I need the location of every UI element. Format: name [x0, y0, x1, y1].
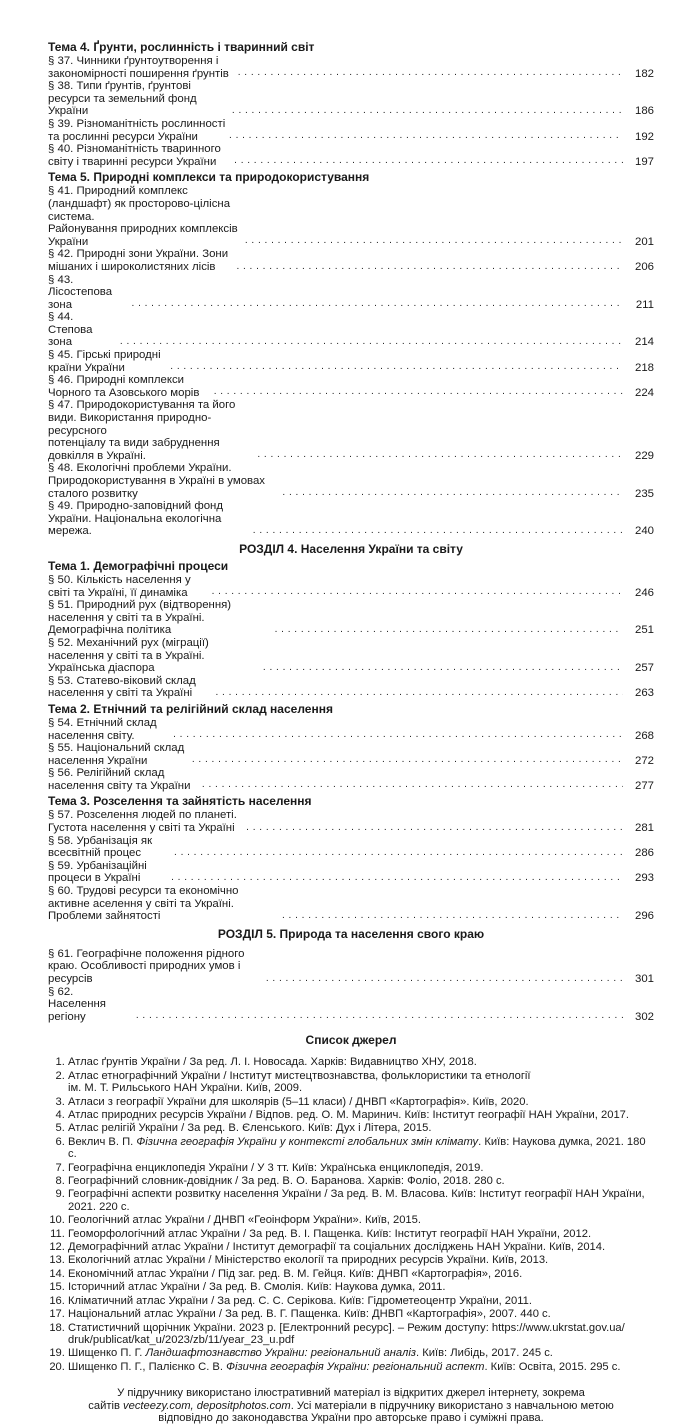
toc-page-number: 293	[634, 872, 654, 885]
toc-entry	[48, 835, 654, 860]
toc-page-number: 302	[634, 1010, 654, 1023]
toc-leader-dots	[246, 822, 623, 834]
source-text: Національний атлас України / За ред. В. Г. Пащенка. Київ: ДНВП «Картографія», 2007. 440 с.	[68, 1308, 551, 1321]
source-text-rest: . Київ: Освіта, 2015. 295 с.	[484, 1360, 621, 1373]
toc-entry	[48, 860, 654, 885]
source-item	[68, 1056, 654, 1068]
toc-page-number: 281	[634, 822, 654, 835]
toc-leader-dots	[263, 662, 623, 674]
toc-leader-dots	[232, 105, 623, 117]
toc-entry-text: § 50. Кількість населення у світі та Україні, її динаміка	[48, 573, 191, 599]
toc-leader-dots	[214, 386, 623, 398]
toc-entry-text: § 45. Гірські природні країни України	[48, 349, 161, 374]
toc-entry-text: § 39. Різноманітність рослинності та рослинні ресурси України	[48, 117, 226, 143]
toc-leader-dots	[192, 754, 623, 766]
source-text: Шищенко П. Г.	[68, 1347, 146, 1360]
toc-leader-dots	[275, 624, 623, 636]
toc-leader-dots	[202, 779, 623, 791]
footer-line-2	[70, 1400, 632, 1413]
source-text: Історичний атлас України / За ред. В. Смолія. Київ: Наукова думка, 2011.	[68, 1281, 446, 1294]
toc-entry	[48, 599, 654, 637]
sources-title: Список джерел	[305, 1033, 397, 1048]
toc-entry	[48, 374, 654, 399]
toc-entry-text: § 54. Етнічний склад населення світу.	[48, 716, 157, 742]
toc-leader-dots	[173, 729, 623, 741]
toc-entry	[48, 500, 654, 538]
source-item	[68, 1347, 654, 1359]
source-text: Веклич В. П.	[68, 1135, 137, 1148]
toc-leader-dots	[174, 847, 623, 859]
toc-page-number: 277	[634, 779, 654, 792]
source-text: Демографічний атлас України / Інститут демографії та соціальних досліджень НАН України. Київ, 2014.	[68, 1241, 606, 1254]
toc-page-number: 218	[634, 361, 654, 374]
toc-page-number: 186	[634, 105, 654, 118]
toc-entry	[48, 349, 654, 374]
toc-page-number: 286	[634, 847, 654, 860]
toc-leader-dots	[229, 130, 623, 142]
toc-leader-dots	[257, 449, 623, 461]
toc-page-number: 251	[634, 624, 654, 637]
toc-page-number: 197	[634, 155, 654, 168]
source-item	[68, 1241, 654, 1253]
toc-entry-text: § 46. Природні комплекси Чорного та Азовського морів	[48, 374, 200, 399]
toc-entry	[48, 637, 654, 675]
source-text: Екологічний атлас України / Міністерство екології та природних ресурсів України. Київ, 2013.	[68, 1254, 549, 1267]
toc-entry	[48, 399, 654, 462]
toc-entry	[48, 80, 654, 118]
toc-entry	[48, 55, 654, 80]
topic-heading: Тема 5. Природні комплекси та природокористування	[48, 170, 370, 185]
toc-entry-text: § 59. Урбанізаційні процеси в Україні	[48, 859, 147, 885]
footer-line-3: відповідно до законодавства України про авторське право і суміжні права.	[158, 1412, 544, 1425]
toc-entry	[48, 311, 654, 349]
source-text-rest: . Київ: Наукова думка, 2021. 180 с.	[68, 1135, 646, 1161]
toc-page-number: 182	[634, 67, 654, 80]
toc-entry	[48, 143, 654, 168]
toc-entry-text: § 55. Національний склад населення України	[48, 742, 185, 767]
source-title-italic: Фізична географія України: регіональний аспект	[226, 1360, 485, 1373]
source-text-rest: . Київ: Либідь, 2017. 245 с.	[416, 1347, 553, 1360]
source-text: Геоморфологічний атлас України / За ред. В. І. Пащенка. Київ: Інститут географії НАН України, 2012.	[68, 1227, 592, 1240]
toc-entry-text: § 53. Статево-віковий склад населення у світі та Україні	[48, 674, 196, 700]
toc-leader-dots	[132, 298, 623, 310]
source-text: Статистичний щорічник України. 2023 р. [Електронний ресурс]. – Режим доступу: https://www.ukrstat.gov.ua/ druk/publicat/kat_u/2023/zb/11/year_23_u.pdf	[68, 1321, 625, 1346]
toc-entry	[48, 986, 654, 1024]
toc-entry-text: § 37. Чинники ґрунтоутворення і закономірності поширення ґрунтів	[48, 55, 229, 80]
toc-leader-dots	[171, 872, 623, 884]
topic-heading: Тема 1. Демографічні процеси	[48, 558, 229, 573]
toc-entry-text: § 60. Трудові ресурси та економічно активне аселення у світі та Україні. Проблеми зайнятості	[48, 885, 239, 923]
source-item	[68, 1308, 654, 1320]
toc-entry	[48, 574, 654, 599]
toc-page-number: 206	[634, 260, 654, 273]
footer-line-1: У підручнику використано ілюстративний матеріал із відкритих джерел інтернету, зокрема	[117, 1387, 585, 1400]
toc-page-number: 211	[635, 298, 654, 311]
toc-entry-text: § 52. Механічний рух (міграції) населення у світі та в Україні. Українська діаспора	[48, 636, 209, 675]
toc-page-number: 263	[634, 687, 654, 700]
source-text: Атлас релігій України / За ред. В. Єленського. Київ: Дух і Літера, 2015.	[68, 1122, 432, 1135]
toc-entry	[48, 675, 654, 700]
toc-leader-dots	[282, 487, 623, 499]
toc-entry	[48, 185, 654, 248]
footer-line-2-post: . Усі матеріали в підручнику використано з навчальною метою	[290, 1399, 614, 1412]
toc-entry-text: § 58. Урбанізація як всесвітній процес	[48, 834, 153, 860]
toc-leader-dots	[234, 155, 623, 167]
toc-entry-text: § 61. Географічне положення рідного краю. Особливості природних умов і ресурсів	[48, 947, 245, 985]
toc-entry	[48, 885, 654, 923]
topic-heading: Тема 3. Розселення та зайнятість населення	[48, 794, 312, 809]
toc-entry	[48, 742, 654, 767]
source-item	[68, 1322, 654, 1347]
source-text: Атласи з географії України для школярів (5–11 класи) / ДНВП «Картографія». Київ, 2020.	[68, 1095, 529, 1108]
toc-entry-text: § 41. Природний комплекс (ландшафт) як просторово-цілісна система. Районування природних комплексів України	[48, 185, 238, 248]
toc-page-number: 257	[634, 662, 654, 675]
toc-page-number: 235	[634, 487, 654, 500]
source-title-italic: Фізична географія України у контексті глобальних змін клімату	[136, 1135, 479, 1148]
source-text: Економічний атлас України / Під заг. ред. В. М. Гейця. Київ: ДНВП «Картографія», 2016.	[68, 1267, 523, 1280]
toc-entry	[48, 118, 654, 143]
toc-page-number: 301	[634, 973, 654, 985]
source-item	[68, 1070, 654, 1095]
source-item	[68, 1162, 654, 1174]
toc-leader-dots	[236, 261, 623, 273]
source-item	[68, 1214, 654, 1226]
footer-websites: vecteezy.com, depositphotos.com	[123, 1399, 291, 1412]
toc-page-number: 229	[634, 449, 654, 462]
toc-page-number: 214	[634, 336, 654, 349]
toc-page-number: 201	[634, 235, 654, 248]
toc-entry	[48, 767, 654, 792]
toc-entry-text: § 56. Релігійний склад населення світу та України	[48, 767, 191, 792]
page	[48, 38, 654, 1425]
toc-leader-dots	[253, 525, 623, 537]
toc-entry-text: § 38. Типи ґрунтів, ґрунтові ресурси та земельний фонд України	[48, 80, 197, 118]
toc-leader-dots	[170, 361, 623, 373]
source-text: Атлас етнографічний України / Інститут мистецтвознавства, фольклористики та етнології ім. М. Т. Рильського НАН України. Київ, 2009.	[68, 1069, 531, 1095]
toc-entry	[48, 809, 654, 834]
source-text: Шищенко П. Г., Палієнко С. В.	[68, 1360, 227, 1373]
source-item	[68, 1136, 654, 1161]
topic-heading: Тема 2. Етнічний та релігійний склад населення	[48, 701, 333, 716]
section-heading: РОЗДІЛ 5. Природа та населення свого краю	[217, 926, 485, 941]
source-item	[68, 1122, 654, 1134]
toc-page-number: 192	[634, 130, 654, 143]
source-item	[68, 1096, 654, 1108]
toc-leader-dots	[238, 67, 623, 79]
toc-page-number: 224	[634, 386, 654, 399]
source-text: Географічні аспекти розвитку населення України / За ред. В. М. Власова. Київ: Інститут географії НАН України, 2021. 220 с.	[68, 1188, 645, 1213]
source-text: Географічна енциклопедія України / У 3 тт. Київ: Українська енциклопедія, 2019.	[68, 1161, 484, 1174]
toc-page-number: 272	[634, 754, 654, 767]
section-heading: РОЗДІЛ 4. Населення України та світу	[239, 541, 463, 556]
toc-entry-text: § 43. Лісостепова зона	[48, 273, 113, 311]
toc-entry	[48, 274, 654, 312]
source-item	[68, 1228, 654, 1240]
topic-heading: Тема 4. Ґрунти, рослинність і тваринний світ	[48, 40, 315, 54]
source-item	[68, 1254, 654, 1266]
source-text: Геологічний атлас України / ДНВП «Геоінформ України». Київ, 2015.	[68, 1214, 421, 1227]
source-item	[68, 1109, 654, 1121]
source-item	[68, 1175, 654, 1187]
toc-entry-text: § 48. Екологічні проблеми України. Природокористування в Україні в умовах сталого розвитку	[48, 462, 265, 500]
sources-list	[48, 1056, 654, 1373]
toc-entry-text: § 51. Природний рух (відтворення) населення у світі та в Україні. Демографічна політика	[48, 599, 232, 637]
source-item	[68, 1188, 654, 1213]
footer-note	[48, 1387, 654, 1425]
toc-leader-dots	[245, 235, 623, 247]
source-text: Атлас ґрунтів України / За ред. Л. І. Новосада. Харків: Видавництво ХНУ, 2018.	[68, 1056, 477, 1069]
toc-leader-dots	[216, 687, 624, 699]
toc-page-number: 296	[634, 910, 654, 923]
source-title-italic: Ландшафтознавство України: регіональний аналіз	[145, 1347, 417, 1360]
toc-page-number: 268	[634, 729, 654, 742]
source-item	[68, 1268, 654, 1280]
footer-line-2-pre: сайтів	[88, 1399, 123, 1412]
source-text: Географічний словник-довідник / За ред. В. О. Баранова. Харків: Фоліо, 2018. 280 с.	[68, 1175, 505, 1188]
toc-entry-text: § 49. Природно-заповідний фонд України. Національна екологічна мережа.	[48, 500, 223, 538]
source-item	[68, 1281, 654, 1293]
toc-leader-dots	[136, 1010, 623, 1022]
toc-page-number: 246	[634, 586, 654, 599]
toc-leader-dots	[282, 910, 623, 922]
toc-entry-text: § 62. Населення регіону	[48, 985, 106, 1023]
toc-page-number: 240	[634, 525, 654, 538]
toc-entry-text: § 44. Степова зона	[48, 311, 93, 349]
toc-leader-dots	[266, 973, 623, 985]
toc-entry	[48, 717, 654, 742]
toc-entry	[48, 462, 654, 500]
source-item	[68, 1295, 654, 1307]
toc-entry-text: § 47. Природокористування та його види. Використання природно-ресурсного потенціалу та види забруднення довкілля в Україні.	[48, 399, 236, 462]
toc-entry	[48, 248, 654, 273]
source-text: Атлас природних ресурсів України / Відпов. ред. О. М. Маринич. Київ: Інститут географії НАН України, 2017.	[68, 1109, 630, 1121]
toc-entry-text: § 40. Різноманітність тваринного світу і тваринні ресурси України	[48, 143, 221, 168]
toc-entry-text: § 42. Природні зони України. Зони мішаних і широколистяних лісів	[48, 248, 229, 273]
toc-entry-text: § 57. Розселення людей по планеті. Густота населення у світі та Україні	[48, 809, 237, 835]
toc-leader-dots	[120, 336, 623, 348]
toc-leader-dots	[212, 586, 623, 598]
source-item	[68, 1361, 654, 1373]
table-of-contents	[48, 40, 654, 1023]
source-text: Кліматичний атлас України / За ред. С. С. Серікова. Київ: Гідрометеоцентр України, 2011.	[68, 1294, 532, 1307]
toc-entry	[48, 948, 654, 986]
